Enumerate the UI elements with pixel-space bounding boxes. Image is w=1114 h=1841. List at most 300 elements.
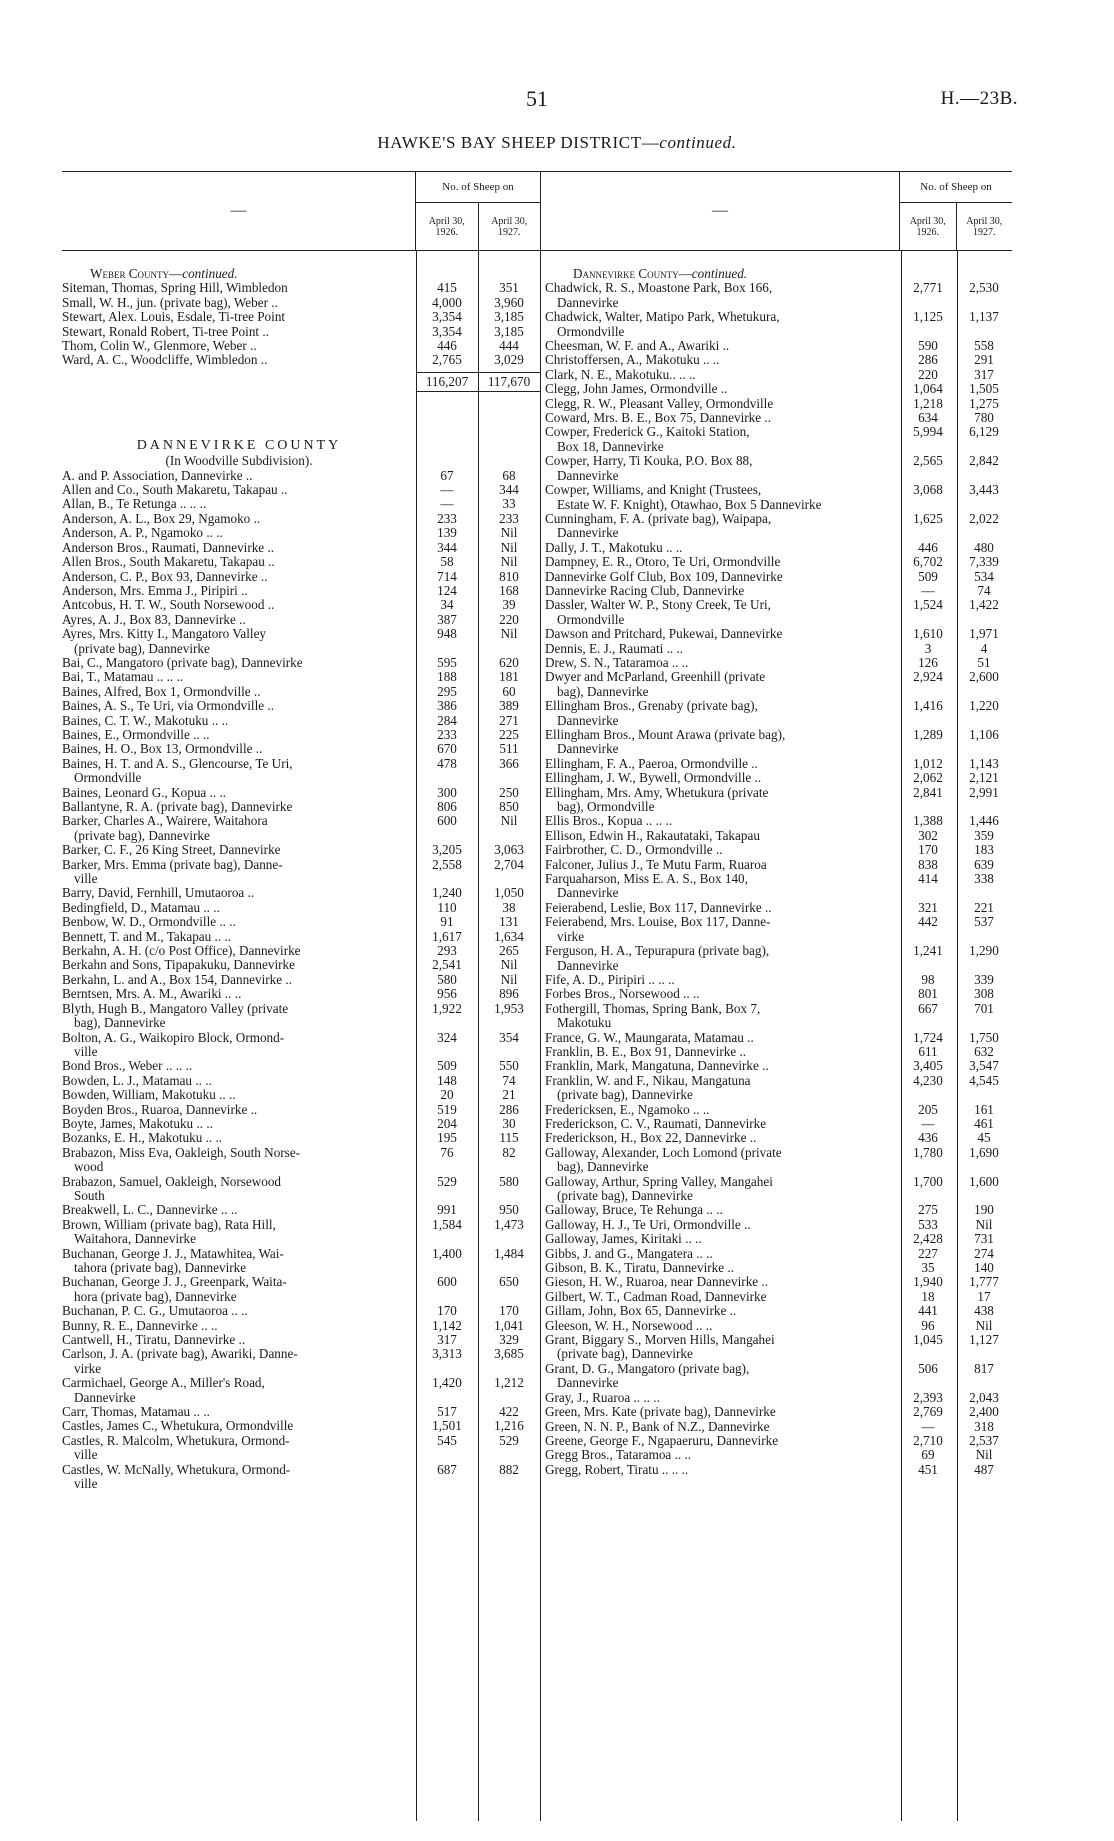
- sheep-1926: 838: [918, 856, 938, 872]
- holder-name-continued: (private bag), Dannevirke: [557, 1087, 693, 1103]
- sheep-1926: 1,012: [913, 755, 943, 771]
- sheep-1927: 233: [499, 510, 519, 526]
- sheep-1926: —: [440, 482, 454, 498]
- holder-name: Ellingham Bros., Grenaby (private bag), Dannevirke: [545, 699, 900, 728]
- sheep-1927: 632: [974, 1043, 994, 1059]
- sheep-1926: 58: [440, 554, 454, 570]
- sheep-1926: 2,541: [432, 957, 462, 973]
- holder-name: Brabazon, Miss Eva, Oakleigh, South Norse- wood: [62, 1146, 416, 1175]
- sheep-1926: 436: [918, 1130, 938, 1146]
- sheep-1926: 170: [437, 1303, 457, 1319]
- table-row: [62, 1419, 540, 1433]
- sheep-1927: 461: [974, 1115, 994, 1131]
- weber-county-heading: Weber County—continued.: [90, 266, 238, 281]
- table-row: [545, 397, 1012, 411]
- dannevirke-continued-heading: Dannevirke County—continued.: [573, 266, 748, 281]
- sheep-1927: 271: [499, 712, 519, 728]
- table-row: [545, 339, 1012, 353]
- sheep-1926: 1,142: [432, 1317, 462, 1333]
- table-row: [545, 1059, 1012, 1073]
- sheep-1927: 1,220: [969, 698, 999, 714]
- holder-name: Castles, R. Malcolm, Whetukura, Ormond- ville: [62, 1434, 416, 1463]
- holder-name-continued: Estate W. F. Knight), Otawhao, Box 5 Dannevirke: [557, 496, 822, 512]
- sheep-1926: 293: [437, 943, 457, 959]
- holder-name-continued: Ormondville: [557, 611, 625, 627]
- sheep-1927: 534: [974, 568, 994, 584]
- holder-name: Bennett, T. and M., Takapau .. ..: [62, 928, 232, 944]
- table-row: [545, 771, 1012, 785]
- table-row: [545, 1434, 1012, 1448]
- holder-name: Ellis Bros., Kopua .. .. ..: [545, 813, 673, 829]
- holder-name: Gieson, H. W., Ruaroa, near Dannevirke ..: [545, 1274, 769, 1290]
- sheep-1927: 181: [499, 669, 519, 685]
- table-row: [545, 973, 1012, 987]
- holder-name: Berntsen, Mrs. A. M., Awariki .. ..: [62, 986, 242, 1002]
- sheep-1926: 386: [437, 698, 457, 714]
- sheep-1926: 220: [918, 366, 938, 382]
- holder-name-continued: (private bag), Dannevirke: [74, 827, 210, 843]
- sheep-1927: 480: [974, 539, 994, 555]
- holder-name: Green, Mrs. Kate (private bag), Dannevirke: [545, 1404, 776, 1420]
- sheep-1926: 233: [437, 726, 457, 742]
- sheep-1926: 948: [437, 626, 457, 642]
- sheep-1926: 414: [918, 871, 938, 887]
- right-table-header: [540, 171, 1012, 251]
- sheep-1926: 3,405: [913, 1058, 943, 1074]
- sheep-1927: 810: [499, 568, 519, 584]
- sheep-1926: 2,769: [913, 1404, 943, 1420]
- holder-name: Carmichael, George A., Miller's Road, Dannevirke: [62, 1376, 416, 1405]
- sheep-1927: 7,339: [969, 554, 999, 570]
- sheep-1926: 506: [918, 1360, 938, 1376]
- holder-name: Galloway, Arthur, Spring Valley, Mangahei (private bag), Dannevirke: [545, 1175, 900, 1204]
- sheep-1927: 731: [974, 1231, 994, 1247]
- holder-name: Dassler, Walter W. P., Stony Creek, Te Uri, Ormondville: [545, 598, 900, 627]
- holder-name: Cowper, Frederick G., Kaitoki Station, Box 18, Dannevirke: [545, 425, 900, 454]
- holder-name: Fothergill, Thomas, Spring Bank, Box 7, Makotuku: [545, 1002, 900, 1031]
- table-row: [545, 512, 1012, 541]
- sheep-1927: 68: [502, 467, 516, 483]
- sheep-1926: 284: [437, 712, 457, 728]
- sheep-1926: 533: [918, 1216, 938, 1232]
- holder-name: Dampney, E. R., Otoro, Te Uri, Ormondville: [545, 554, 781, 570]
- holder-name: Gillam, John, Box 65, Dannevirke ..: [545, 1303, 737, 1319]
- left-table-header: [62, 171, 540, 251]
- holder-name: Fairbrother, C. D., Ormondville ..: [545, 842, 723, 858]
- dannevirke-county-heading: DANNEVIRKE COUNTY: [136, 438, 342, 454]
- sheep-1926: 545: [437, 1432, 457, 1448]
- date-1926-header: April 30, 1926.: [909, 215, 946, 238]
- sheep-1927: 183: [974, 842, 994, 858]
- table-row: [62, 987, 540, 1001]
- holder-name: Clegg, R. W., Pleasant Valley, Ormondville: [545, 395, 774, 411]
- table-row: [545, 1420, 1012, 1434]
- holder-name: Ellingham, F. A., Paeroa, Ormondville ..: [545, 755, 758, 771]
- table-row: [62, 1117, 540, 1131]
- table-row: [545, 368, 1012, 382]
- holder-name: Siteman, Thomas, Spring Hill, Wimbledon: [62, 280, 288, 296]
- sheep-1926: 600: [437, 813, 457, 829]
- table-row: [62, 555, 540, 569]
- sheep-1926: 6,702: [913, 554, 943, 570]
- holder-name-continued: Waitahora, Dannevirke: [74, 1231, 196, 1247]
- sheep-1927: 2,537: [969, 1432, 999, 1448]
- table-row: [545, 1074, 1012, 1103]
- holder-name: Boyte, James, Makotuku .. ..: [62, 1115, 213, 1131]
- sheep-1926: 204: [437, 1115, 457, 1131]
- holder-name: Gibbs, J. and G., Mangatera .. ..: [545, 1245, 713, 1261]
- sheep-1927: 366: [499, 755, 519, 771]
- sheep-1927: 21: [502, 1087, 516, 1103]
- sheep-1927: 1,050: [494, 885, 524, 901]
- holder-name: Gregg Bros., Tataramoa .. ..: [545, 1447, 692, 1463]
- sheep-1926: 126: [918, 654, 938, 670]
- sheep-1926: 3,205: [432, 842, 462, 858]
- sheep-1926: 441: [918, 1303, 938, 1319]
- weber-total-row: [62, 372, 540, 392]
- sheep-1927: 329: [499, 1332, 519, 1348]
- table-row: [62, 814, 540, 843]
- holder-name: Franklin, B. E., Box 91, Dannevirke ..: [545, 1043, 747, 1059]
- sheep-1927: 318: [974, 1418, 994, 1434]
- table-row: [62, 757, 540, 786]
- holder-name: Ellison, Edwin H., Rakautataki, Takapau: [545, 827, 760, 843]
- sheep-1927: 550: [499, 1058, 519, 1074]
- holder-name: Farquaharson, Miss E. A. S., Box 140, Dannevirke: [545, 872, 900, 901]
- sheep-1927: 131: [499, 914, 519, 930]
- table-row: [545, 1275, 1012, 1289]
- sheep-1926: 1,780: [913, 1144, 943, 1160]
- sheep-1926: 1,064: [913, 381, 943, 397]
- sheep-1927: 33: [502, 496, 516, 512]
- table-row: [62, 598, 540, 612]
- sheep-1927: 639: [974, 856, 994, 872]
- sheep-1927: 250: [499, 784, 519, 800]
- table-row: [545, 872, 1012, 901]
- holder-name-continued: Dannevirke: [557, 1375, 619, 1391]
- table-row: [62, 958, 540, 972]
- sheep-1927: 620: [499, 654, 519, 670]
- table-row: [62, 714, 540, 728]
- sheep-1926: 2,565: [913, 453, 943, 469]
- holder-name-continued: ville: [74, 1476, 98, 1492]
- sheep-header: [415, 172, 540, 250]
- table-row: [62, 353, 540, 367]
- holder-name: Ellingham, J. W., Bywell, Ormondville ..: [545, 770, 762, 786]
- sheep-1926: 714: [437, 568, 457, 584]
- sheep-1927: 1,143: [969, 755, 999, 771]
- table-row: [545, 555, 1012, 569]
- sheep-1927: 438: [974, 1303, 994, 1319]
- total-1926: 116,207: [416, 372, 478, 392]
- date-1926-header: April 30, 1926.: [428, 215, 465, 238]
- sheep-1926: 324: [437, 1029, 457, 1045]
- holder-name-continued: bag), Dannevirke: [557, 1159, 649, 1175]
- sheep-1926: 1,940: [913, 1274, 943, 1290]
- holder-name: Antcobus, H. T. W., South Norsewood ..: [62, 597, 275, 613]
- sheep-1926: 801: [918, 986, 938, 1002]
- holder-name: Anderson, A. L., Box 29, Ngamoko ..: [62, 510, 261, 526]
- holder-name-continued: (private bag), Dannevirke: [557, 1188, 693, 1203]
- sheep-1927: Nil: [500, 971, 518, 987]
- sheep-1926: 595: [437, 654, 457, 670]
- header-dash: —: [712, 202, 728, 219]
- holder-name: Cunningham, F. A. (private bag), Waipapa, Dannevirke: [545, 512, 900, 541]
- holder-name: Drew, S. N., Tataramoa .. ..: [545, 654, 689, 670]
- table-row: [62, 656, 540, 670]
- table-row: [545, 843, 1012, 857]
- sheep-1926: 98: [921, 971, 935, 987]
- holder-name: Bond Bros., Weber .. .. ..: [62, 1058, 193, 1074]
- sheep-1926: 415: [437, 280, 457, 296]
- sheep-1926: 3,354: [432, 309, 462, 325]
- sheep-1927: Nil: [975, 1317, 993, 1333]
- table-row: [545, 1203, 1012, 1217]
- table-row: [545, 425, 1012, 454]
- sheep-1926: 1,420: [432, 1375, 462, 1391]
- holder-name: Dennis, E. J., Raumati .. ..: [545, 640, 684, 656]
- sheep-1926: 2,924: [913, 669, 943, 685]
- table-row: [545, 1448, 1012, 1462]
- sheep-1927: 74: [977, 582, 991, 598]
- holder-name: Carr, Thomas, Matamau .. ..: [62, 1404, 210, 1420]
- holder-name: Galloway, Alexander, Loch Lomond (private bag), Dannevirke: [545, 1146, 900, 1175]
- sheep-1927: 950: [499, 1202, 519, 1218]
- sheep-1927: 1,690: [969, 1144, 999, 1160]
- sheep-1927: 45: [977, 1130, 991, 1146]
- sheep-1927: 817: [974, 1360, 994, 1376]
- table-row: [545, 1261, 1012, 1275]
- holder-name: Barker, C. F., 26 King Street, Dannevirke: [62, 842, 281, 858]
- table-row: [62, 281, 540, 295]
- table-row: [545, 310, 1012, 339]
- holder-name-continued: Makotuku: [557, 1015, 612, 1031]
- holder-name-continued: bag), Ormondville: [557, 799, 655, 815]
- sheep-1927: 1,106: [969, 727, 999, 742]
- no-of-sheep-label: No. of Sheep on: [900, 172, 1012, 203]
- holder-name: Bowden, L. J., Matamau .. ..: [62, 1072, 212, 1088]
- holder-name: Allan, B., Te Retunga .. .. ..: [62, 496, 207, 512]
- holder-name-continued: (private bag), Dannevirke: [74, 640, 210, 656]
- table-row: [62, 1175, 540, 1204]
- sheep-1927: 168: [499, 582, 519, 598]
- sheep-1926: 611: [918, 1043, 938, 1059]
- sheep-1927: 3,063: [494, 842, 524, 858]
- holder-name: Berkahn and Sons, Tipapakuku, Dannevirke: [62, 957, 295, 973]
- sheep-1927: 17: [977, 1288, 991, 1304]
- table-row: [545, 944, 1012, 973]
- sheep-1926: 295: [437, 683, 457, 699]
- holder-name: Ayres, A. J., Box 83, Dannevirke ..: [62, 611, 246, 627]
- sheep-1927: 537: [974, 914, 994, 930]
- holder-name: Allen and Co., South Makaretu, Takapau ..: [62, 482, 288, 498]
- sheep-1926: 2,765: [432, 352, 462, 368]
- holder-name: Gregg, Robert, Tiratu .. .. ..: [545, 1461, 689, 1477]
- table-row: [62, 1103, 540, 1117]
- sheep-1926: 1,289: [913, 727, 943, 742]
- sheep-1926: 2,393: [913, 1389, 943, 1405]
- table-row: [62, 541, 540, 555]
- holder-name: Galloway, Bruce, Te Rehunga .. ..: [545, 1202, 723, 1218]
- sheep-1927: 1,600: [969, 1173, 999, 1189]
- sheep-1926: 3,313: [432, 1346, 462, 1362]
- table-row: [62, 944, 540, 958]
- sheep-1927: 701: [974, 1000, 994, 1016]
- sheep-header: [899, 172, 1012, 250]
- table-row: [545, 1146, 1012, 1175]
- table-row: [62, 1376, 540, 1405]
- holder-name: Ward, A. C., Woodcliffe, Wimbledon ..: [62, 352, 268, 368]
- no-of-sheep-label: No. of Sheep on: [416, 172, 540, 203]
- holder-name: Anderson Bros., Raumati, Dannevirke ..: [62, 539, 275, 555]
- table-row: [62, 1405, 540, 1419]
- table-row: [545, 699, 1012, 728]
- table-row: [545, 1131, 1012, 1145]
- sheep-1927: 60: [502, 683, 516, 699]
- holder-name: Grant, Biggary S., Morven Hills, Mangahei (private bag), Dannevirke: [545, 1333, 900, 1362]
- sheep-1926: 387: [437, 611, 457, 627]
- sheep-1926: 96: [921, 1317, 935, 1333]
- sheep-1927: 422: [499, 1404, 519, 1420]
- table-row: [545, 454, 1012, 483]
- holder-name: Baines, Alfred, Box 1, Ormondville ..: [62, 683, 261, 699]
- table-row: [62, 483, 540, 497]
- table-row: [62, 1434, 540, 1463]
- holder-name: Bedingfield, D., Matamau .. ..: [62, 899, 220, 915]
- table-row: [62, 1333, 540, 1347]
- sheep-1927: 1,777: [969, 1274, 999, 1290]
- table-row: [62, 584, 540, 598]
- sheep-1926: —: [921, 1418, 935, 1434]
- table-row: [545, 1463, 1012, 1477]
- table-row: [62, 1203, 540, 1217]
- sheep-1927: 74: [502, 1072, 516, 1088]
- sheep-1926: 2,558: [432, 856, 462, 872]
- sheep-1926: 667: [918, 1000, 938, 1016]
- table-row: [62, 497, 540, 511]
- holder-name: Grant, D. G., Mangatoro (private bag), Dannevirke: [545, 1362, 900, 1391]
- sheep-1927: 2,043: [969, 1389, 999, 1405]
- sheep-1927: 1,971: [969, 626, 999, 642]
- table-row: [545, 627, 1012, 641]
- sheep-1926: 91: [440, 914, 454, 930]
- table-row: [62, 901, 540, 915]
- holder-name: Dwyer and McParland, Greenhill (private bag), Dannevirke: [545, 670, 900, 699]
- holder-name: Dally, J. T., Makotuku .. ..: [545, 539, 683, 555]
- sheep-1927: Nil: [500, 813, 518, 829]
- sheep-1927: 780: [974, 410, 994, 426]
- sheep-1927: 1,290: [969, 943, 999, 959]
- sheep-1927: 882: [499, 1461, 519, 1477]
- sheep-1926: 2,428: [913, 1231, 943, 1247]
- sheep-1927: Nil: [500, 626, 518, 642]
- page-title: [0, 133, 1114, 153]
- sheep-1926: 1,524: [913, 597, 943, 613]
- page-number: 51: [526, 86, 548, 111]
- sheep-1926: 76: [440, 1144, 454, 1160]
- sheep-1926: 3,068: [913, 482, 943, 498]
- holder-name-continued: Dannevirke: [557, 467, 619, 483]
- sheep-1926: 69: [921, 1447, 935, 1463]
- sheep-1927: Nil: [975, 1447, 993, 1463]
- sheep-1926: 687: [437, 1461, 457, 1477]
- table-row: [62, 1088, 540, 1102]
- holder-name: Green, N. N. P., Bank of N.Z., Dannevirke: [545, 1418, 770, 1434]
- sheep-1926: 344: [437, 539, 457, 555]
- sheep-1927: 1,127: [969, 1332, 999, 1348]
- sheep-1926: 1,625: [913, 510, 943, 526]
- holder-name-continued: ville: [74, 1447, 98, 1463]
- table-row: [62, 685, 540, 699]
- holder-name: Baines, E., Ormondville .. ..: [62, 726, 210, 742]
- sheep-1926: 67: [440, 467, 454, 483]
- sheep-1926: 286: [918, 352, 938, 368]
- sheep-1927: 140: [974, 1260, 994, 1276]
- holder-name: Bolton, A. G., Waikopiro Block, Ormond- ville: [62, 1031, 416, 1060]
- holder-name: Frederickson, H., Box 22, Dannevirke ..: [545, 1130, 757, 1146]
- sheep-1926: 35: [921, 1260, 935, 1276]
- table-row: [62, 1319, 540, 1333]
- sheep-1927: 351: [499, 280, 519, 296]
- sheep-1926: 2,841: [913, 784, 943, 800]
- sheep-1927: 2,400: [969, 1404, 999, 1420]
- table-row: [62, 526, 540, 540]
- table-row: [545, 353, 1012, 367]
- sheep-1927: 389: [499, 698, 519, 714]
- holder-name: Anderson, Mrs. Emma J., Piripiri ..: [62, 582, 248, 598]
- sheep-1926: 1,700: [913, 1173, 943, 1189]
- sheep-1926: 590: [918, 338, 938, 354]
- table-row: [545, 1045, 1012, 1059]
- table-row: [545, 1175, 1012, 1204]
- sheep-1926: 205: [918, 1101, 938, 1117]
- sheep-1926: 1,724: [913, 1029, 943, 1045]
- sheep-1926: 1,400: [432, 1245, 462, 1261]
- holder-name: Ellingham, Mrs. Amy, Whetukura (private bag), Ormondville: [545, 786, 900, 815]
- sheep-1927: 170: [499, 1303, 519, 1319]
- holder-name: France, G. W., Maungarata, Matamau ..: [545, 1029, 754, 1045]
- sheep-1927: 4,545: [969, 1072, 999, 1088]
- holder-name: Clark, N. E., Makotuku.. .. ..: [545, 366, 696, 382]
- holder-name: Boyden Bros., Ruaroa, Dannevirke ..: [62, 1101, 258, 1117]
- sheep-1926: 1,388: [913, 813, 943, 829]
- table-row: [62, 469, 540, 483]
- sheep-1926: 451: [918, 1461, 938, 1477]
- table-row: [545, 757, 1012, 771]
- holder-name: Stewart, Ronald Robert, Ti-tree Point ..: [62, 323, 269, 339]
- right-column: [540, 171, 1012, 1821]
- sheep-1926: 517: [437, 1404, 457, 1420]
- holder-name: Galloway, H. J., Te Uri, Ormondville ..: [545, 1216, 751, 1232]
- holder-name: Ellingham Bros., Mount Arawa (private bag), Dannevirke: [545, 728, 900, 757]
- sheep-1926: 509: [437, 1058, 457, 1074]
- sheep-1926: 3,354: [432, 323, 462, 339]
- sheep-1926: 4,230: [913, 1072, 943, 1088]
- table-row: [545, 1218, 1012, 1232]
- sheep-1926: 5,994: [913, 424, 943, 440]
- holder-name: Berkahn, A. H. (c/o Post Office), Dannevirke: [62, 943, 301, 959]
- sheep-1926: 806: [437, 799, 457, 814]
- sheep-1927: 38: [502, 899, 516, 915]
- holder-name-continued: Ormondville: [557, 323, 625, 339]
- holder-name: Carlson, J. A. (private bag), Awariki, Danne- virke: [62, 1347, 416, 1376]
- sheep-1926: 2,062: [913, 770, 943, 786]
- sheep-1926: 634: [918, 410, 938, 426]
- sheep-1926: 1,045: [913, 1332, 943, 1348]
- table-row: [545, 570, 1012, 584]
- holder-name-continued: virke: [74, 1360, 102, 1376]
- title-main: HAWKE'S BAY SHEEP DISTRICT—: [377, 133, 660, 152]
